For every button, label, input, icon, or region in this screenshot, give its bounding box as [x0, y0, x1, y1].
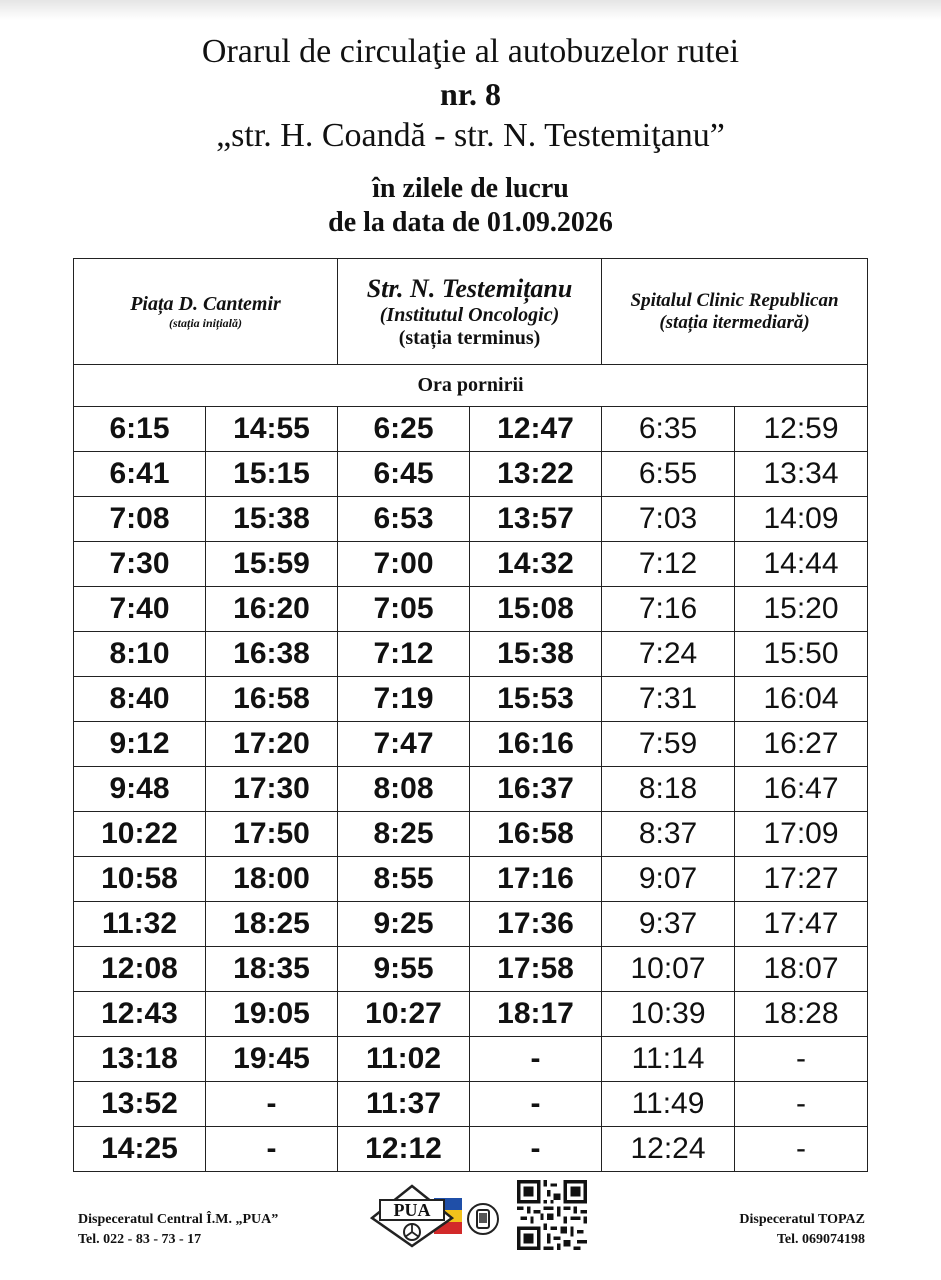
- table-row: [74, 452, 868, 497]
- time-cell: 8:08: [338, 767, 470, 812]
- time-cell: 19:05: [206, 992, 338, 1037]
- table-row: [74, 902, 868, 947]
- time-cell: 7:31: [602, 677, 735, 722]
- stop-header-cantemir: [74, 259, 338, 365]
- dispatch-phone: Tel. 069074198: [776, 1232, 865, 1247]
- time-cell: 16:38: [206, 632, 338, 677]
- time-cell: 14:25: [74, 1127, 206, 1172]
- time-cell: 17:27: [735, 857, 868, 902]
- time-cell: 6:53: [338, 497, 470, 542]
- time-cell: 9:37: [602, 902, 735, 947]
- time-cell: 14:09: [735, 497, 868, 542]
- time-cell: 15:08: [470, 587, 602, 632]
- time-cell: 15:50: [735, 632, 868, 677]
- time-cell: 16:58: [470, 812, 602, 857]
- table-row: [74, 1082, 868, 1127]
- time-cell: 10:58: [74, 857, 206, 902]
- time-cell: -: [470, 1127, 602, 1172]
- time-cell: 11:37: [338, 1082, 470, 1127]
- time-cell: 15:20: [735, 587, 868, 632]
- table-row: [74, 497, 868, 542]
- stop-type: (stația inițială): [169, 315, 243, 330]
- time-cell: -: [735, 1127, 868, 1172]
- time-cell: 10:27: [338, 992, 470, 1037]
- time-cell: 7:30: [74, 542, 206, 587]
- time-cell: 8:37: [602, 812, 735, 857]
- schedule-rows: [74, 407, 868, 1172]
- stop-name: Spitalul Clinic Republican: [630, 289, 839, 311]
- table-row: [74, 947, 868, 992]
- time-cell: 8:40: [74, 677, 206, 722]
- table-row: [74, 677, 868, 722]
- table-row: [74, 587, 868, 632]
- time-cell: -: [470, 1082, 602, 1127]
- time-cell: 18:07: [735, 947, 868, 992]
- time-cell: 12:59: [735, 407, 868, 452]
- time-cell: 15:15: [206, 452, 338, 497]
- dispatch-phone: Tel. 022 - 83 - 73 - 17: [78, 1232, 202, 1247]
- time-cell: 7:12: [602, 542, 735, 587]
- time-cell: 18:17: [470, 992, 602, 1037]
- time-cell: 13:18: [74, 1037, 206, 1082]
- time-cell: 9:55: [338, 947, 470, 992]
- time-cell: 7:03: [602, 497, 735, 542]
- time-cell: -: [206, 1082, 338, 1127]
- svg-text:PUA: PUA: [393, 1200, 431, 1220]
- time-cell: 17:09: [735, 812, 868, 857]
- table-row: [74, 992, 868, 1037]
- time-cell: 18:28: [735, 992, 868, 1037]
- dispatch-name: Dispeceratul TOPAZ: [739, 1212, 865, 1227]
- time-cell: 9:48: [74, 767, 206, 812]
- time-cell: 13:22: [470, 452, 602, 497]
- time-cell: 13:57: [470, 497, 602, 542]
- time-cell: 12:47: [470, 407, 602, 452]
- stop-name: Piața D. Cantemir: [130, 292, 281, 315]
- schedule-table: [73, 258, 868, 1172]
- time-cell: 12:12: [338, 1127, 470, 1172]
- time-cell: 8:25: [338, 812, 470, 857]
- time-cell: 17:58: [470, 947, 602, 992]
- time-cell: -: [470, 1037, 602, 1082]
- table-row: [74, 812, 868, 857]
- time-cell: 16:16: [470, 722, 602, 767]
- time-cell: 10:07: [602, 947, 735, 992]
- time-cell: 11:32: [74, 902, 206, 947]
- stop-type: (stația terminus): [398, 326, 541, 349]
- time-cell: 15:53: [470, 677, 602, 722]
- time-cell: 7:05: [338, 587, 470, 632]
- time-cell: 15:38: [470, 632, 602, 677]
- pua-logo-icon: [362, 1184, 462, 1248]
- time-cell: 13:34: [735, 452, 868, 497]
- table-row: [74, 767, 868, 812]
- stop-name: Str. N. Testemițanu: [366, 273, 573, 303]
- time-cell: 18:25: [206, 902, 338, 947]
- footer-dispatch-topaz: [739, 1210, 865, 1250]
- time-cell: 14:55: [206, 407, 338, 452]
- time-cell: 11:14: [602, 1037, 735, 1082]
- time-cell: 14:44: [735, 542, 868, 587]
- time-cell: -: [735, 1082, 868, 1127]
- effective-date: de la data de 01.09.2026: [328, 207, 613, 238]
- time-cell: 12:24: [602, 1127, 735, 1172]
- route-number: nr. 8: [439, 76, 502, 112]
- table-row: [74, 407, 868, 452]
- table-row: [74, 722, 868, 767]
- page-header: [0, 30, 941, 240]
- time-cell: 7:16: [602, 587, 735, 632]
- time-cell: 7:59: [602, 722, 735, 767]
- stops-header-row: [74, 259, 868, 365]
- time-cell: 17:30: [206, 767, 338, 812]
- time-cell: 16:37: [470, 767, 602, 812]
- departure-time-label: Ora pornirii: [74, 365, 868, 407]
- time-cell: 16:04: [735, 677, 868, 722]
- time-cell: 17:16: [470, 857, 602, 902]
- time-cell: 13:52: [74, 1082, 206, 1127]
- time-cell: 12:43: [74, 992, 206, 1037]
- time-cell: 7:08: [74, 497, 206, 542]
- top-shadow: [0, 0, 941, 20]
- stop-detail: (Institutul Oncologic): [379, 303, 560, 326]
- time-cell: 6:15: [74, 407, 206, 452]
- time-cell: 14:32: [470, 542, 602, 587]
- time-cell: 16:58: [206, 677, 338, 722]
- time-cell: 7:47: [338, 722, 470, 767]
- time-cell: 8:55: [338, 857, 470, 902]
- time-cell: 6:55: [602, 452, 735, 497]
- time-cell: 18:35: [206, 947, 338, 992]
- time-cell: 9:25: [338, 902, 470, 947]
- time-cell: 8:10: [74, 632, 206, 677]
- dispatch-name: Dispeceratul Central Î.M. „PUA”: [78, 1212, 279, 1227]
- time-cell: -: [206, 1127, 338, 1172]
- time-cell: 11:49: [602, 1082, 735, 1127]
- table-row: [74, 857, 868, 902]
- table-row: [74, 1037, 868, 1082]
- time-cell: 6:35: [602, 407, 735, 452]
- time-cell: 6:45: [338, 452, 470, 497]
- time-cell: 10:22: [74, 812, 206, 857]
- time-cell: 7:19: [338, 677, 470, 722]
- time-cell: 7:24: [602, 632, 735, 677]
- time-cell: 12:08: [74, 947, 206, 992]
- time-cell: 6:25: [338, 407, 470, 452]
- footer-dispatch-pua: [78, 1210, 278, 1250]
- time-cell: 11:02: [338, 1037, 470, 1082]
- time-cell: 6:41: [74, 452, 206, 497]
- time-cell: 7:00: [338, 542, 470, 587]
- time-cell: 18:00: [206, 857, 338, 902]
- stop-header-spital: [602, 259, 868, 365]
- table-row: [74, 632, 868, 677]
- table-row: [74, 542, 868, 587]
- time-cell: 19:45: [206, 1037, 338, 1082]
- time-cell: 17:47: [735, 902, 868, 947]
- days-label: în zilele de lucru: [372, 173, 569, 204]
- time-cell: 9:12: [74, 722, 206, 767]
- time-cell: 17:50: [206, 812, 338, 857]
- title-line: Orarul de circulaţie al autobuzelor rutei: [201, 33, 740, 70]
- stop-type: (stația itermediară): [659, 311, 810, 333]
- time-cell: 9:07: [602, 857, 735, 902]
- stop-header-testemitanu: [338, 259, 602, 365]
- time-cell: 15:59: [206, 542, 338, 587]
- time-cell: 7:12: [338, 632, 470, 677]
- time-cell: 16:47: [735, 767, 868, 812]
- time-cell: -: [735, 1037, 868, 1082]
- time-cell: 17:20: [206, 722, 338, 767]
- time-cell: 15:38: [206, 497, 338, 542]
- route-name: „str. H. Coandă - str. N. Testemiţanu”: [216, 117, 725, 154]
- time-cell: 17:36: [470, 902, 602, 947]
- time-cell: 16:27: [735, 722, 868, 767]
- table-row: [74, 1127, 868, 1172]
- time-cell: 10:39: [602, 992, 735, 1037]
- phone-app-icon: [466, 1202, 500, 1236]
- time-cell: 8:18: [602, 767, 735, 812]
- time-cell: 7:40: [74, 587, 206, 632]
- qr-code-icon: [512, 1180, 592, 1250]
- time-cell: 16:20: [206, 587, 338, 632]
